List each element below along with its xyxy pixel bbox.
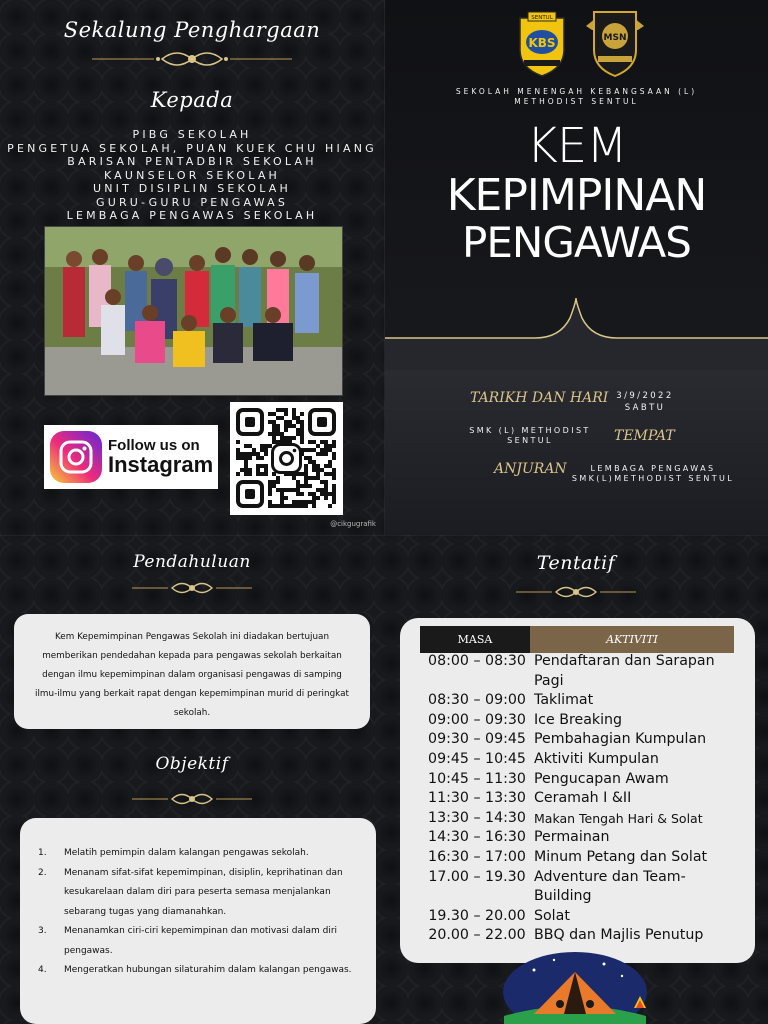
school-name xyxy=(385,87,768,107)
date-value xyxy=(590,390,700,414)
recipient-item: LEMBAGA PENGAWAS SEKOLAH xyxy=(66,209,318,222)
campfire-tent-illustration-icon xyxy=(494,946,656,1024)
event-title-line1: KEM xyxy=(526,118,627,174)
prefect-crest-icon xyxy=(582,6,648,80)
schedule-header xyxy=(420,626,734,653)
crest-msn-text: MSN xyxy=(603,33,627,43)
organizer-label: ANJURAN xyxy=(494,461,567,477)
schedule-row: 08:30 – 09:00 Taklimat xyxy=(428,692,594,709)
date-label: TARIKH DAN HARI xyxy=(470,390,609,406)
schedule-row: 09:45 – 10:45 Aktiviti Kumpulan xyxy=(428,750,659,767)
event-title-line2: KEPIMPINAN xyxy=(446,170,707,221)
venue-label: TEMPAT xyxy=(614,428,675,444)
objective-item: 2. Menanam sifat-sifat kepemimpinan, disiplin, keprihatinan dan kesukarelaan dalam diri para peserta semasa menjalankan sebarang tugas yang diamanahkan. xyxy=(38,867,343,917)
introduction-card xyxy=(14,614,370,729)
introduction-title: Pendahuluan xyxy=(133,552,251,572)
arch-divider-icon xyxy=(385,298,768,370)
ornament-divider-icon xyxy=(132,787,252,811)
schedule-table xyxy=(420,652,740,946)
organizer-value-line2: SMK(L)METHODIST SENTUL xyxy=(571,474,735,483)
instagram-follow-text: Follow us on xyxy=(108,436,200,454)
instagram-qr-code[interactable] xyxy=(230,402,343,515)
recipient-item: GURU-GURU PENGAWAS xyxy=(95,195,289,209)
kepada-heading: Kepada xyxy=(150,88,234,112)
recipient-item: PENGETUA SEKOLAH, PUAN KUEK CHU HIANG xyxy=(7,141,377,155)
recipient-item: KAUNSELOR SEKOLAH xyxy=(103,168,281,182)
schedule-row: 09:00 – 09:30 Ice Breaking xyxy=(428,711,623,728)
schedule-row: 16:30 – 17:00 Minum Petang dan Solat xyxy=(428,848,708,865)
recipient-item: PIBG SEKOLAH xyxy=(132,128,252,141)
ornament-divider-icon xyxy=(92,44,292,74)
crest-top-text: SENTUL xyxy=(531,15,553,21)
designer-credit: @cikgugrafik xyxy=(330,520,376,528)
venue-value xyxy=(460,426,600,446)
date-value-date: 3/9/2022 xyxy=(616,391,674,401)
instagram-follow-banner[interactable] xyxy=(44,425,218,489)
objectives-card xyxy=(20,818,376,1024)
crest-kbs-text: KBS xyxy=(528,36,556,50)
schedule-header-activity: AKTIVITI xyxy=(530,626,734,653)
schedule-title: Tentatif xyxy=(536,552,616,574)
group-photo xyxy=(44,226,343,396)
schedule-row: 13:30 – 14:30 Makan Tengah Hari & Solat xyxy=(428,809,703,826)
appreciation-title: Sekalung Penghargaan xyxy=(63,18,321,42)
schedule-row: 17.00 – 19.30 Adventure dan Team-Building xyxy=(428,868,686,905)
event-title xyxy=(385,120,768,266)
schedule-row: 11:30 – 13:30 Ceramah I &II xyxy=(428,790,632,807)
fold-line-horizontal xyxy=(0,535,768,536)
instagram-icon xyxy=(50,431,102,483)
school-crest-kbs-icon xyxy=(514,10,570,80)
venue-value-line1: SMK (L) METHODIST xyxy=(469,426,591,435)
objective-item: 4. Mengeratkan hubungan silaturahim dalam kalangan pengawas. xyxy=(38,965,352,975)
schedule-row: 14:30 – 16:30 Permainan xyxy=(428,829,610,846)
objectives-title: Objektif xyxy=(155,754,229,774)
ornament-divider-icon xyxy=(132,576,252,600)
schedule-row: 20.00 – 22.00 BBQ dan Majlis Penutup xyxy=(428,927,704,944)
school-name-line1: SEKOLAH MENENGAH KEBANGSAAN (L) xyxy=(455,87,698,96)
recipient-list xyxy=(0,128,384,223)
ornament-divider-icon xyxy=(516,580,636,604)
recipient-item: BARISAN PENTADBIR SEKOLAH xyxy=(67,155,317,168)
instagram-wordmark: Instagram xyxy=(108,452,214,478)
objective-item: 1. Melatih pemimpin dalam kalangan pengawas sekolah. xyxy=(38,848,309,858)
objective-item: 3. Menanamkan ciri-ciri kepemimpinan dan motivasi dalam diri pengawas. xyxy=(38,926,338,956)
schedule-header-time: MASA xyxy=(420,626,530,653)
schedule-row: 08:00 – 08:30 Pendaftaran dan Sarapan Pagi xyxy=(428,653,715,689)
organizer-value-line1: LEMBAGA PENGAWAS xyxy=(590,464,716,473)
introduction-text: Kem Kepemimpinan Pengawas Sekolah ini diadakan bertujuan memberikan pendedahan kepada para pengawas sekolah berkaitan dengan ilmu kepemimpinan dalam organisasi pengawas di samping ilmu-ilmu yang berkait rapat dengan kepemimpinan murid di peringkat sekolah. xyxy=(35,632,349,718)
school-name-line2: METHODIST SENTUL xyxy=(514,97,639,106)
organizer-value xyxy=(568,464,738,484)
recipient-item: UNIT DISIPLIN SEKOLAH xyxy=(93,182,291,195)
schedule-row: 10:45 – 11:30 Pengucapan Awam xyxy=(428,770,669,787)
event-title-line3: PENGAWAS xyxy=(462,218,691,267)
date-value-day: SABTU xyxy=(624,403,666,413)
schedule-row: 19.30 – 20.00 Solat xyxy=(428,907,570,924)
venue-value-line2: SENTUL xyxy=(507,436,553,445)
schedule-row: 09:30 – 09:45 Pembahagian Kumpulan xyxy=(428,731,707,748)
